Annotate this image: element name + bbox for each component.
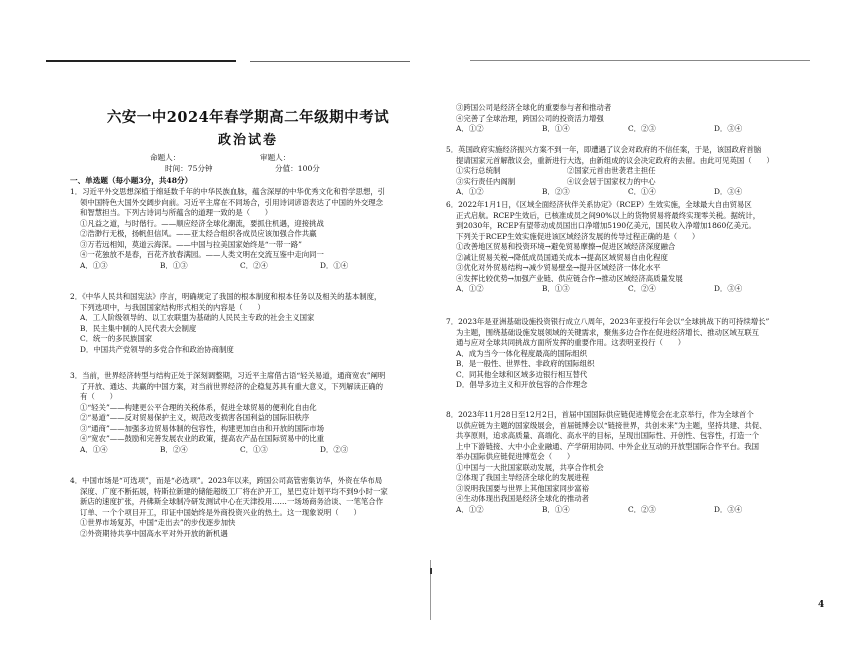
answer-option[interactable]: B．①④ [542, 504, 570, 514]
statement-item: ①实行总统制 ②国家元首由世袭君主担任 [456, 166, 656, 176]
statement-item: ③实行责任内阁制 ④议会居于国家权力的中心 [456, 176, 656, 186]
answer-option[interactable]: D．①④ [320, 260, 349, 270]
statement-item: ③优化对外贸易结构→减少贸易壁垒→提升区域经济一体化水平 [456, 263, 661, 273]
score-label: 分值：100分 [275, 164, 320, 173]
question-stem-line: 4．中国市场是“可选项”，而是“必选项”。2023年以来，跨国公司高管密集访华，外资在华布局 [70, 476, 383, 485]
statement-item: ③说明我国要与世界上其他国家同步富裕 [456, 483, 590, 493]
statement-item: D．中国共产党领导的多党合作和政治协商制度 [80, 344, 234, 354]
answer-option[interactable]: C．②③ [628, 124, 656, 134]
statement-item: ②外资期待共享中国高水平对外开放的新机遇 [80, 528, 228, 538]
statement-item: ①世界市场复苏，中国“走出去”的步伐逐步加快 [80, 518, 236, 528]
statement-item: ④完善了全球治理，跨国公司的投资活力增强 [456, 113, 604, 123]
question-block [446, 317, 816, 391]
question-stem-line: 8．2023年11月28日至12月2日，首届中国国际供应链促进博览会在北京举行，作为全球首个 [446, 410, 754, 419]
answer-option[interactable]: D．③④ [714, 187, 743, 197]
question-stem-line: 深度、广度不断拓展，特斯拉新建的储能超级工厂将在沪开工，星巴克计划平均不到9小时一家 [80, 486, 388, 496]
question-stem-line: 了开放、通达、共赢的中国方案，对当前世界经济的企稳复苏具有重大意义，下列解读正确的 [80, 381, 384, 391]
answer-options [446, 187, 816, 198]
answer-option[interactable]: B．①④ [542, 124, 570, 134]
left-column [70, 0, 426, 665]
statement-item: ④生动体现出我国是经济全球化的推动者 [456, 494, 590, 504]
answer-option[interactable]: A．①② [456, 124, 484, 134]
answer-option[interactable]: B．②③ [542, 187, 570, 197]
statement-item: ②“易道”——反对贸易保护主义，规范改变损害各国利益的国际旧秩序 [80, 413, 310, 423]
reviewer-label: 审题人： [260, 153, 291, 162]
question-stem-line: 5．英国政府实施经济振兴方案不到一年，即遭遇了议会对政府的不信任案，于是，该国政府首脑 [446, 145, 762, 154]
scan-mark [430, 568, 432, 574]
answer-option[interactable]: A．①② [456, 284, 484, 294]
answer-options [70, 261, 426, 272]
question-stem-line: 提请国家元首解散议会，重新进行大选，由新组成的议会决定政府的去留。由此可见英国（ ） [456, 155, 774, 165]
answer-option[interactable]: C．①④ [628, 187, 656, 197]
answer-option[interactable]: A．①② [456, 504, 484, 514]
question-stem-line: 订单、一个个项目开工，印证中国始终是外商投资兴业的热土。这一现象说明（ ） [80, 507, 361, 517]
question-stem-line: 新店的速度扩张，丹佛斯全球制冷研发测试中心在天津投用……一场场商务洽谈、一笔笔合作 [80, 497, 384, 507]
question-block [70, 476, 426, 539]
statement-item: C．统一的多民族国家 [80, 334, 153, 344]
question-stem-line: 为主题，围绕基础设施发展领域的关键需求，聚焦多边合作在促进经济增长、推动区域互联互 [456, 327, 760, 337]
statement-item: ①中国与一大批国家联动发展，共享合作机会 [456, 462, 604, 472]
exam-title: 六安一中2024年春学期高二年级期中考试 [106, 109, 390, 126]
answer-option[interactable]: A．①② [456, 187, 484, 197]
answer-option[interactable]: C．②③ [628, 504, 656, 514]
answer-option[interactable]: D．②③ [320, 444, 349, 454]
statement-item: ①凡益之道，与时偕行。——顺应经济全球化潮流，要抓住机遇，迎接挑战 [80, 218, 324, 228]
statement-item: ①改善地区贸易和投资环境→避免贸易摩擦→促进区域经济深度融合 [456, 242, 676, 252]
statement-item: B．民主集中制的人民代表大会制度 [80, 323, 197, 333]
statement-item: ③跨国公司是经济全球化的重要参与者和推动者 [456, 103, 612, 112]
setter-label: 命题人： [150, 153, 181, 162]
question-stem-line: 上中下游链接、大中小企业融通、产学研用协同、中外企业互动的开放型国际合作平台。我国 [456, 441, 760, 451]
question-stem-line: 2．《中华人民共和国宪法》序言，明确规定了我国的根本制度和根本任务以及相关的基本制度， [70, 292, 382, 301]
question-stem-line: 共享原则，追求高质量、高端化、高水平的目标，呈现出国际性、开创性、包容性，打造一个 [456, 431, 760, 441]
statement-item: ④“宽农”——鼓励和完善发展农业的政策，提高农产品在国际贸易中的比重 [80, 434, 325, 444]
answer-option[interactable]: A．①③ [80, 260, 108, 270]
question-stem-line: 到2030年，RCEP有望带动成员国出口净增加5190亿美元，国民收入净增加1860亿美元。 [456, 221, 756, 231]
question-stem-line: 有（ ） [80, 392, 117, 402]
question-stem-line: 和智慧担当。下列古诗词与所蕴含的道理一致的是（ ） [80, 208, 273, 218]
question-stem-line: 领中国特色大国外交阔步向前。习近平主席在不同场合，引用诗词谚语表达了中国的外交理念 [80, 197, 384, 207]
question-stem-line: 3．当前，世界经济转型与结构正处于深刻调整期，习近平主席借古语“轻关易道，通商宽农”阐明 [70, 371, 386, 380]
answer-option[interactable]: D．③④ [714, 124, 743, 134]
statement-item: B．是一般性、世界性、非政府的国际组织 [456, 359, 595, 369]
answer-option[interactable]: B．①③ [160, 260, 188, 270]
answer-option[interactable]: D．③④ [714, 504, 743, 514]
question-block [446, 103, 816, 135]
time-label: 时间：75分钟 [165, 164, 213, 173]
answer-option[interactable]: C．②④ [628, 284, 656, 294]
answer-options [446, 124, 816, 135]
question-stem-line: 7．2023年是亚洲基础设施投资银行成立八周年，2023年亚投行年会以“全球挑战下的可持续增长” [446, 317, 770, 326]
answer-options [70, 445, 426, 456]
statement-item: A．工人阶级领导的、以工农联盟为基础的人民民主专政的社会主义国家 [80, 313, 315, 323]
page-number: 4 [818, 600, 825, 610]
statement-item: ③“通商”——加强多边贸易体制的包容性，构建更加自由和开放的国际市场 [80, 423, 325, 433]
statement-item: A．成为当今一体化程度最高的国际组织 [456, 348, 587, 358]
question-stem-line: 下列选项中，与我国国家结构形式相关的内容是（ ） [80, 302, 265, 312]
question-stem-line: 6．2022年1月1日，《区域全面经济伙伴关系协定》（RCEP）生效实施，全球最大自由贸易区 [446, 200, 752, 209]
answer-option[interactable]: C．②④ [240, 260, 268, 270]
right-column [446, 0, 816, 665]
answer-options [446, 505, 816, 516]
statement-item: D．倡导多边主义和开放包容的合作理念 [456, 380, 588, 390]
question-stem-line: 通与应对全球共同挑战方面所发挥的重要作用。这表明亚投行（ ） [456, 338, 686, 348]
question-stem-line: 举办国际供应链促进博览会（ ） [456, 452, 575, 462]
question-stem-line: 正式启航。RCEP生效后，已核准成员之间90%以上的货物贸易将最终实现零关税。据统计， [456, 210, 761, 220]
question-block [70, 187, 426, 271]
question-stem-line: 1．习近平外交思想深植于绵延数千年的中华民族血脉，蕴含深厚的中华优秀文化和哲学思想，引 [70, 187, 386, 196]
question-block [446, 145, 816, 198]
statement-item: ③万若远相知，莫道云海深。——中国与拉美国家始终是“一带一路” [80, 239, 302, 249]
statement-item: ④发挥比较优势→加强产业链、供应链合作→推动区域经济高质量发展 [456, 273, 683, 283]
question-block [70, 292, 426, 355]
question-block [446, 200, 816, 295]
exam-subtitle: 政治试卷 [217, 133, 278, 148]
statement-item: ②减让贸易关税→降低成员国通关成本→提高区域贸易自由化程度 [456, 252, 668, 262]
statement-item: ④一花独放不是春，百花齐放春满园。——人类文明在交流互鉴中走向同一 [80, 250, 324, 260]
answer-option[interactable]: C．①③ [240, 444, 268, 454]
question-stem-line: 以供应链为主题的国家级展会，首届链博会以“链接世界，共创未来”为主题，坚持共建、共促、 [456, 420, 767, 430]
section-heading: 一、单选题（每小题3分，共48分） [70, 176, 193, 185]
statement-item: ②体现了我国主导经济全球化的发展进程 [456, 473, 590, 483]
answer-option[interactable]: B．②④ [160, 444, 188, 454]
question-block [70, 371, 426, 455]
statement-item: ②浩渺行无极，扬帆但信风。——亚太经合组织各成员应该加强合作共赢 [80, 229, 317, 239]
answer-option[interactable]: D．③④ [714, 284, 743, 294]
question-block [446, 410, 816, 515]
statement-item: ①“轻关”——构建更公平合理的关税体系，促进全球贸易的便利化自由化 [80, 402, 317, 412]
answer-option[interactable]: B．①③ [542, 284, 570, 294]
answer-options [446, 284, 816, 295]
answer-option[interactable]: A．①④ [80, 444, 108, 454]
question-stem-line: 下列关于RCEP生效实施促进该区域经济发展的传导过程正确的是（ ） [456, 231, 700, 241]
statement-item: C．同其他全球和区域多边银行相互替代 [456, 369, 588, 379]
